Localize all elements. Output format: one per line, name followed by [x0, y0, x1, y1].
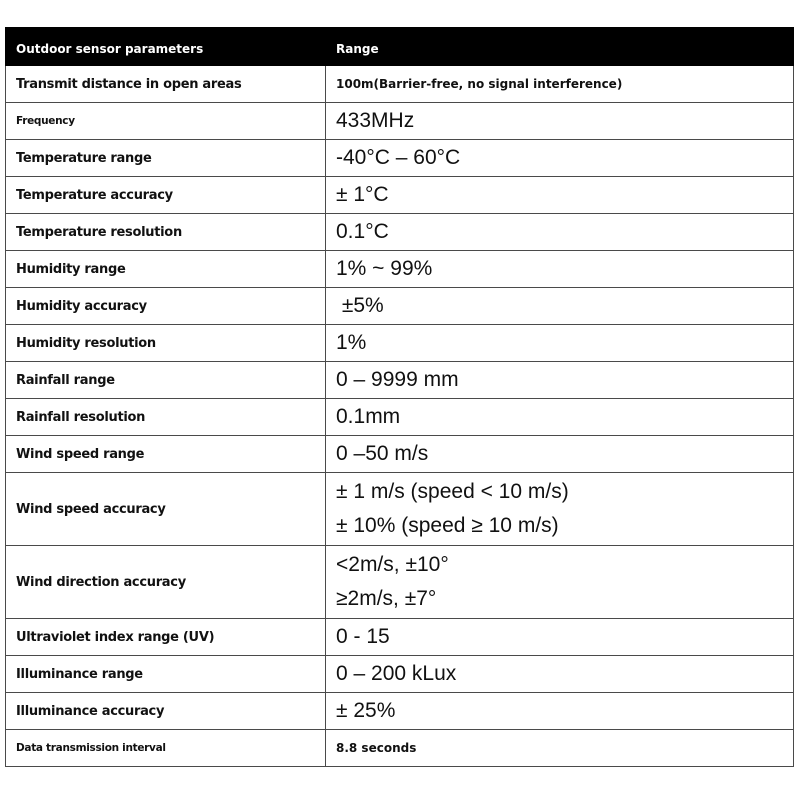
param-frequency: Frequency [6, 103, 326, 140]
value-uv-range: 0 - 15 [326, 619, 794, 656]
table-row [6, 325, 794, 362]
table-row [6, 66, 794, 103]
table-row [6, 251, 794, 288]
value-wind-speed-accuracy [326, 473, 794, 546]
param-illuminance-accuracy: Illuminance accuracy [6, 693, 326, 730]
param-wind-direction-accuracy: Wind direction accuracy [6, 546, 326, 619]
value-frequency: 433MHz [326, 103, 794, 140]
value-line: <2m/s, ±10° [336, 553, 449, 576]
param-illuminance-range: Illuminance range [6, 656, 326, 693]
table-row [6, 693, 794, 730]
value-illuminance-accuracy: ± 25% [326, 693, 794, 730]
value-wind-speed-range: 0 –50 m/s [326, 436, 794, 473]
table-row [6, 546, 794, 619]
value-data-interval: 8.8 seconds [326, 730, 794, 767]
value-humidity-resolution: 1% [326, 325, 794, 362]
table-row [6, 177, 794, 214]
table-row [6, 473, 794, 546]
value-temperature-accuracy: ± 1°C [326, 177, 794, 214]
param-data-interval: Data transmission interval [6, 730, 326, 767]
param-temperature-resolution: Temperature resolution [6, 214, 326, 251]
table-row [6, 656, 794, 693]
table-row [6, 730, 794, 767]
table-header-row [6, 28, 794, 66]
value-rainfall-resolution: 0.1mm [326, 399, 794, 436]
value-wind-direction-accuracy [326, 546, 794, 619]
table-row [6, 288, 794, 325]
value-line: ± 10% (speed ≥ 10 m/s) [336, 514, 559, 537]
sensor-spec-table [5, 27, 794, 767]
param-humidity-range: Humidity range [6, 251, 326, 288]
value-line: ≥2m/s, ±7° [336, 587, 437, 610]
value-temperature-resolution: 0.1°C [326, 214, 794, 251]
value-rainfall-range: 0 – 9999 mm [326, 362, 794, 399]
param-humidity-resolution: Humidity resolution [6, 325, 326, 362]
value-humidity-range: 1% ~ 99% [326, 251, 794, 288]
value-transmit-distance: 100m(Barrier-free, no signal interference) [326, 66, 794, 103]
table-row [6, 399, 794, 436]
value-humidity-accuracy: ±5% [326, 288, 794, 325]
param-uv-range: Ultraviolet index range (UV) [6, 619, 326, 656]
value-illuminance-range: 0 – 200 kLux [326, 656, 794, 693]
param-temperature-range: Temperature range [6, 140, 326, 177]
param-rainfall-resolution: Rainfall resolution [6, 399, 326, 436]
header-range: Range [326, 28, 794, 66]
param-wind-speed-accuracy: Wind speed accuracy [6, 473, 326, 546]
table-row [6, 140, 794, 177]
param-rainfall-range: Rainfall range [6, 362, 326, 399]
header-parameter: Outdoor sensor parameters [6, 28, 326, 66]
table-row [6, 436, 794, 473]
value-temperature-range: -40°C – 60°C [326, 140, 794, 177]
table-row [6, 103, 794, 140]
table-row [6, 214, 794, 251]
param-temperature-accuracy: Temperature accuracy [6, 177, 326, 214]
table-row [6, 619, 794, 656]
param-wind-speed-range: Wind speed range [6, 436, 326, 473]
param-transmit-distance: Transmit distance in open areas [6, 66, 326, 103]
table-row [6, 362, 794, 399]
value-line: ± 1 m/s (speed < 10 m/s) [336, 480, 569, 503]
param-humidity-accuracy: Humidity accuracy [6, 288, 326, 325]
